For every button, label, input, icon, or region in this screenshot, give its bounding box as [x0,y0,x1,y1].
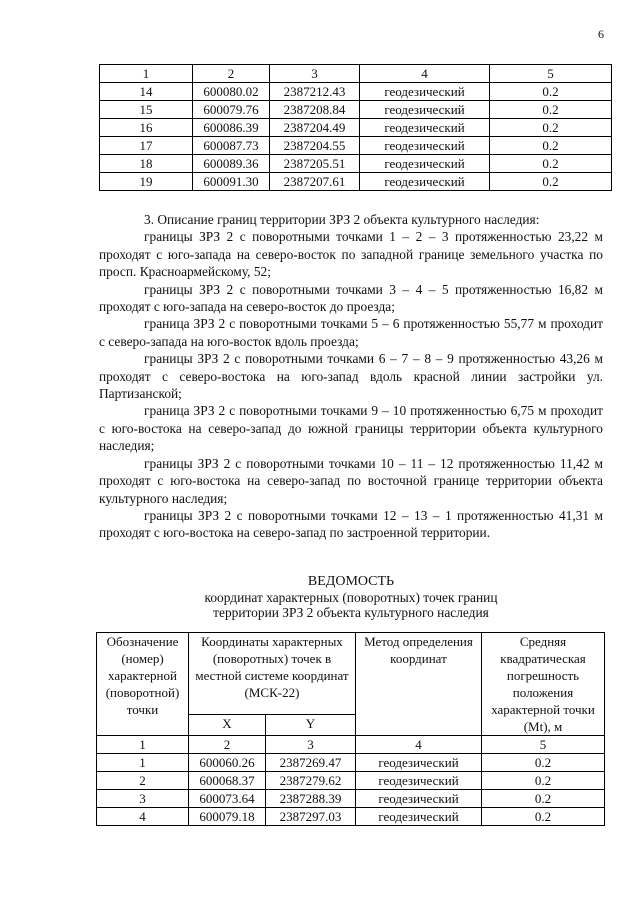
header-method: Метод определения координат [356,633,482,736]
error-cell: 0.2 [482,772,605,790]
boundary-paragraph: граница ЗРЗ 2 с поворотными точками 9 – 10 протяженностью 6,75 м проходит с юго-востока на северо-запад до южной границы территории объекта культурного наследия; [99,403,603,454]
boundary-paragraph: граница ЗРЗ 2 с поворотными точками 5 – 6 протяженностью 55,77 м проходит с северо-запада на юго-восток вдоль проезда; [99,316,603,349]
method-cell: геодезический [356,790,482,808]
point-number-cell: 14 [100,83,193,101]
error-cell: 0.2 [490,137,612,155]
table-row [97,808,605,826]
table-row [100,137,612,155]
x-coordinate-cell: 600087.73 [193,137,270,155]
header-x: X [189,714,266,735]
header-cell: 5 [490,65,612,83]
method-cell: геодезический [360,83,490,101]
y-coordinate-cell: 2387297.03 [266,808,356,826]
x-coordinate-cell: 600080.02 [193,83,270,101]
error-cell: 0.2 [490,101,612,119]
method-cell: геодезический [356,754,482,772]
error-cell: 0.2 [490,155,612,173]
point-number-cell: 18 [100,155,193,173]
method-cell: геодезический [356,808,482,826]
x-coordinate-cell: 600079.76 [193,101,270,119]
method-cell: геодезический [360,137,490,155]
boundary-paragraph: границы ЗРЗ 2 с поворотными точками 6 – 7 – 8 – 9 протяженностью 43,26 м проходят с северо-востока на юго-запад вдоль красной линии застройки ул. Партизанской; [99,351,603,402]
header-coordinates: Координаты характерных (поворотных) точек в местной системе координат (МСК-22) [189,633,356,715]
point-number-cell: 16 [100,119,193,137]
numbering-cell: 4 [356,736,482,754]
point-number-cell: 4 [97,808,189,826]
numbering-cell: 5 [482,736,605,754]
error-cell: 0.2 [482,790,605,808]
y-coordinate-cell: 2387204.49 [270,119,360,137]
coordinates-table-continued [99,64,612,191]
error-cell: 0.2 [490,83,612,101]
table-header-row [97,633,605,715]
x-coordinate-cell: 600073.64 [189,790,266,808]
point-number-cell: 1 [97,754,189,772]
x-coordinate-cell: 600086.39 [193,119,270,137]
table-row [100,173,612,191]
table-row [100,83,612,101]
boundary-paragraph: границы ЗРЗ 2 с поворотными точками 1 – 2 – 3 протяженностью 23,22 м проходят с юго-запада на северо-восток по западной границе земельного участка по просп. Красноармейскому, 52; [99,229,603,280]
x-coordinate-cell: 600089.36 [193,155,270,173]
method-cell: геодезический [356,772,482,790]
method-cell: геодезический [360,155,490,173]
table-row [97,790,605,808]
statement-title: ВЕДОМОСТЬ [307,574,395,589]
page-number: 6 [598,27,604,41]
header-error: Средняя квадратическая погрешность положения характерной точки (Mt), м [482,633,605,736]
header-cell: 3 [270,65,360,83]
statement-subtitle-line1: координат характерных (поворотных) точек границ [204,590,498,605]
point-number-cell: 17 [100,137,193,155]
boundary-paragraph: границы ЗРЗ 2 с поворотными точками 3 – 4 – 5 протяженностью 16,82 м проходят с юго-запада на северо-восток до проезда; [99,281,603,315]
y-coordinate-cell: 2387288.39 [266,790,356,808]
point-number-cell: 19 [100,173,193,191]
numbering-cell: 3 [266,736,356,754]
table-row [97,772,605,790]
method-cell: геодезический [360,173,490,191]
point-number-cell: 2 [97,772,189,790]
table-row [100,101,612,119]
x-coordinate-cell: 600068.37 [189,772,266,790]
table-header-row [100,65,612,83]
statement-subtitle-line2: территории ЗРЗ 2 объекта культурного наследия [213,605,489,620]
statement-title-block [99,574,603,620]
point-number-cell: 3 [97,790,189,808]
point-number-cell: 15 [100,101,193,119]
y-coordinate-cell: 2387205.51 [270,155,360,173]
boundary-paragraph: границы ЗРЗ 2 с поворотными точками 10 – 11 – 12 протяженностью 11,42 м проходят с юго-востока на северо-запад по восточной границе территории объекта культурного наследия; [99,455,603,506]
table-numbering-row [97,736,605,754]
x-coordinate-cell: 600079.18 [189,808,266,826]
y-coordinate-cell: 2387207.61 [270,173,360,191]
y-coordinate-cell: 2387204.55 [270,137,360,155]
coordinates-statement-table [96,632,605,826]
header-y: Y [266,714,356,735]
x-coordinate-cell: 600060.26 [189,754,266,772]
table-row [100,119,612,137]
numbering-cell: 1 [97,736,189,754]
header-cell: 1 [100,65,193,83]
numbering-cell: 2 [189,736,266,754]
section-heading: 3. Описание границ территории ЗРЗ 2 объекта культурного наследия: [144,212,540,227]
y-coordinate-cell: 2387212.43 [270,83,360,101]
header-cell: 2 [193,65,270,83]
header-point-designation: Обозначение (номер) характерной (поворотной) точки [97,633,189,736]
y-coordinate-cell: 2387208.84 [270,101,360,119]
header-cell: 4 [360,65,490,83]
boundary-description [99,211,603,542]
table-row [97,754,605,772]
y-coordinate-cell: 2387269.47 [266,754,356,772]
method-cell: геодезический [360,119,490,137]
boundary-paragraph: границы ЗРЗ 2 с поворотными точками 12 – 13 – 1 протяженностью 41,31 м проходят с юго-востока на северо-запад по застроенной территории. [99,507,603,541]
error-cell: 0.2 [490,119,612,137]
x-coordinate-cell: 600091.30 [193,173,270,191]
error-cell: 0.2 [490,173,612,191]
y-coordinate-cell: 2387279.62 [266,772,356,790]
method-cell: геодезический [360,101,490,119]
error-cell: 0.2 [482,808,605,826]
table-row [100,155,612,173]
error-cell: 0.2 [482,754,605,772]
